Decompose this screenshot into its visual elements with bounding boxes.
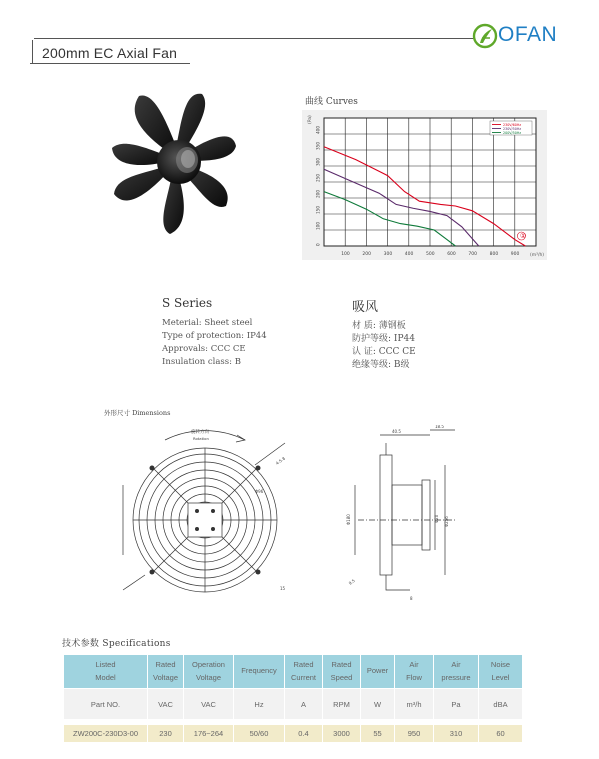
chart-marker-label: ① xyxy=(520,232,527,240)
chart-x-label: (m³/h) xyxy=(530,253,545,258)
cell-power: 55 xyxy=(361,725,395,743)
brand-name: OFAN xyxy=(498,23,558,46)
chart-x-tick: 900 xyxy=(510,252,520,257)
chart-x-tick: 800 xyxy=(489,252,499,257)
chart-legend-label: 230V/60Hz xyxy=(503,123,522,127)
unit-cell: VAC xyxy=(148,689,184,720)
curves-label: 曲线 Curves xyxy=(305,97,358,107)
chart-x-tick: 300 xyxy=(383,252,393,257)
unit-cell: Pa xyxy=(434,689,479,720)
chart-x-tick: 200 xyxy=(362,252,371,257)
chart-x-tick: 100 xyxy=(341,252,350,257)
specifications-table xyxy=(63,654,523,743)
header-listed-model: Listed Model xyxy=(64,655,148,689)
dim-offset-label: 9.5 xyxy=(347,578,356,586)
cell-rated-speed: 3000 xyxy=(323,725,361,743)
chart-y-label: (Pa) xyxy=(308,115,313,124)
spec-protection-en: Type of protection: IP44 xyxy=(162,331,267,341)
spec-insulation-cn: 绝缘等级: B级 xyxy=(352,360,410,370)
chart-y-tick: 250 xyxy=(315,174,321,182)
header-air-flow: Air Flow xyxy=(395,655,434,689)
dimensions-label: 外形尺寸 Dimensions xyxy=(104,409,171,417)
chart-y-tick: 400 xyxy=(315,126,321,134)
chart-y-tick: 150 xyxy=(315,206,321,214)
unit-cell: Hz xyxy=(234,689,285,720)
side-view-drawing xyxy=(330,425,475,605)
cell-noise-level: 60 xyxy=(479,725,523,743)
header-operation-voltage: Operation Voltage xyxy=(184,655,234,689)
header-power: Power xyxy=(361,655,395,689)
specifications-heading: 技术参数 Specifications xyxy=(62,639,171,649)
unit-cell: m³/h xyxy=(395,689,434,720)
chart-x-ticks xyxy=(341,251,519,257)
chart-legend-label: 200V/50Hz xyxy=(503,131,522,135)
spec-units-row xyxy=(64,689,523,720)
front-view-drawing xyxy=(105,425,305,605)
spec-protection-cn: 防护等级: IP44 xyxy=(352,334,415,344)
spec-approvals-cn: 认 证: CCC CE xyxy=(352,347,416,357)
rotation-label-en: Rotation xyxy=(193,436,209,441)
dim-frame-label: Φ180 xyxy=(346,514,351,525)
dim-fix-label: 15 xyxy=(280,586,286,591)
table-row xyxy=(64,725,523,743)
unit-cell: Part NO. xyxy=(64,689,148,720)
chart-y-tick: 300 xyxy=(315,158,321,166)
dim-base-label: 8 xyxy=(410,596,413,601)
spec-approvals-en: Approvals: CCC CE xyxy=(162,344,246,354)
title-bracket xyxy=(32,40,33,64)
cell-part-no: ZW200C-230D3-00 xyxy=(64,725,148,743)
header-rated-voltage: Rated Voltage xyxy=(148,655,184,689)
chart-y-tick: 0 xyxy=(315,243,321,246)
unit-cell: dBA xyxy=(479,689,523,720)
spec-header-row xyxy=(64,655,523,689)
header-noise-level: Noise Level xyxy=(479,655,523,689)
cell-air-flow: 950 xyxy=(395,725,434,743)
cell-air-pressure: 310 xyxy=(434,725,479,743)
chart-x-tick: 700 xyxy=(468,252,477,257)
unit-cell: A xyxy=(285,689,323,720)
chart-legend xyxy=(490,121,532,135)
series-title-en: S Series xyxy=(162,296,213,310)
page-title: 200mm EC Axial Fan xyxy=(42,45,178,61)
unit-cell: W xyxy=(361,689,395,720)
cell-rated-voltage: 230 xyxy=(148,725,184,743)
chart-y-tick: 100 xyxy=(315,222,321,230)
dim-depth-label: 40.5 xyxy=(392,429,401,434)
performance-chart xyxy=(302,110,547,260)
dim-motor-label: 18.5 xyxy=(435,425,444,429)
chart-x-tick: 500 xyxy=(426,252,435,257)
chart-y-tick: 350 xyxy=(315,142,321,150)
header-frequency: Frequency xyxy=(234,655,285,689)
header-rated-current: Rated Current xyxy=(285,655,323,689)
title-underline xyxy=(30,63,190,64)
chart-x-tick: 600 xyxy=(447,252,456,257)
chart-x-tick: 400 xyxy=(404,252,414,257)
spec-material-cn: 材 质: 薄钢板 xyxy=(352,321,406,331)
dim-hub-label: Φ96 xyxy=(255,489,264,494)
fan-photo xyxy=(104,76,244,246)
chart-legend-label: 230V/50Hz xyxy=(503,127,522,131)
cell-rated-current: 0.4 xyxy=(285,725,323,743)
spec-insulation-en: Insulation class: B xyxy=(162,357,241,367)
header-rule xyxy=(34,38,474,39)
header-rated-speed: Rated Speed xyxy=(323,655,361,689)
dim-blade-label: Φ20 xyxy=(434,514,439,523)
series-title-cn: 吸风 xyxy=(352,300,379,315)
chart-y-tick: 200 xyxy=(315,190,321,198)
rotation-label: 旋转方向 xyxy=(191,430,209,435)
cell-frequency: 50/60 xyxy=(234,725,285,743)
unit-cell: RPM xyxy=(323,689,361,720)
unit-cell: VAC xyxy=(184,689,234,720)
dim-hole-label: 4-5.8 xyxy=(274,455,287,466)
spec-material-en: Meterial: Sheet steel xyxy=(162,318,253,328)
header-air-pressure: Air pressure xyxy=(434,655,479,689)
dim-outer-label: Φ256 xyxy=(444,516,449,527)
cell-operation-voltage: 176~264 xyxy=(184,725,234,743)
